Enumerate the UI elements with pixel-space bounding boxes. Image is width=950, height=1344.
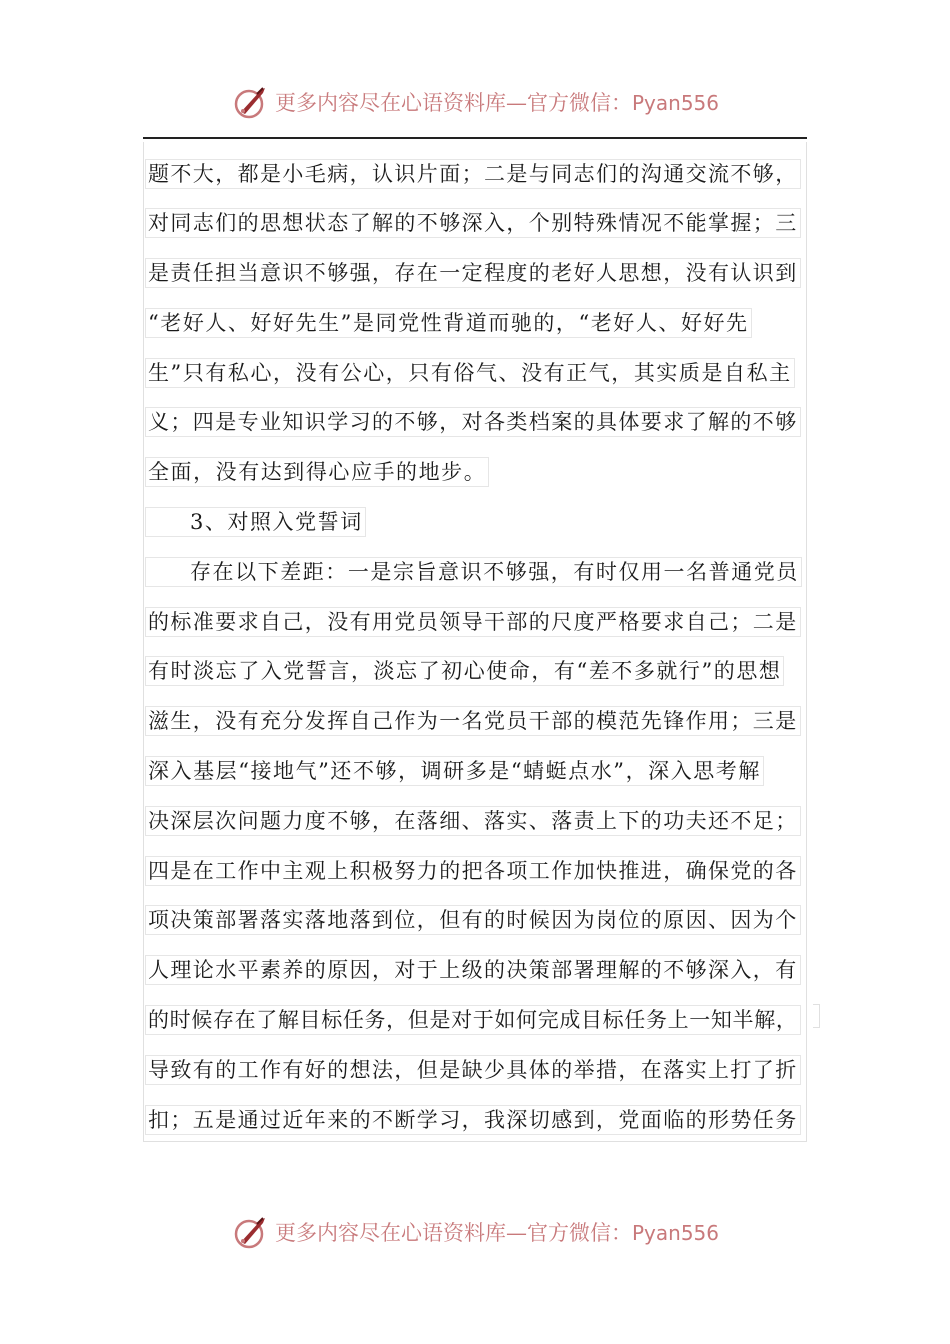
text-line: 导致有的工作有好的想法，但是缺少具体的举措，在落实上打了折: [145, 1044, 805, 1094]
text-line: 题不大，都是小毛病，认识片面；二是与同志们的沟通交流不够，: [145, 148, 805, 198]
brand-text: 更多内容尽在心语资料库—官方微信：Pyan556: [274, 1221, 719, 1245]
header-rule: [143, 137, 807, 139]
header-brand: [0, 82, 950, 122]
text-line: 对同志们的思想状态了解的不够深入，个别特殊情况不能掌握；三: [145, 198, 805, 248]
text-line: 扣；五是通过近年来的不断学习，我深切感到，党面临的形势任务: [145, 1094, 805, 1144]
text-line: 全面，没有达到得心应手的地步。: [145, 447, 805, 497]
text-line: 的时候存在了解目标任务，但是对于如何完成目标任务上一知半解，: [145, 995, 805, 1045]
text-line: 人理论水平素养的原因，对于上级的决策部署理解的不够深入，有: [145, 945, 805, 995]
section-heading: 3、对照入党誓词: [145, 497, 805, 547]
brand-text: 更多内容尽在心语资料库—官方微信：Pyan556: [274, 91, 719, 115]
text-line: 决深层次问题力度不够，在落细、落实、落责上下的功夫还不足；: [145, 795, 805, 845]
text-line: 是责任担当意识不够强，存在一定程度的老好人思想，没有认识到: [145, 248, 805, 298]
text-line: 深入基层“接地气”还不够，调研多是“蜻蜓点水”，深入思考解: [145, 746, 805, 796]
pen-logo-icon: [231, 82, 271, 122]
margin-mark: [813, 1004, 820, 1028]
text-line: 有时淡忘了入党誓言，淡忘了初心使命，有“差不多就行”的思想: [145, 646, 805, 696]
text-line: 滋生，没有充分发挥自己作为一名党员干部的模范先锋作用；三是: [145, 696, 805, 746]
text-line: 的标准要求自己，没有用党员领导干部的尺度严格要求自己；二是: [145, 596, 805, 646]
text-line: 项决策部署落实落地落到位，但有的时候因为岗位的原因、因为个: [145, 895, 805, 945]
text-line: 存在以下差距：一是宗旨意识不够强，有时仅用一名普通党员: [145, 546, 805, 596]
pen-logo-icon: [231, 1212, 271, 1252]
document-body: [145, 148, 805, 1144]
text-line: “老好人、好好先生”是同党性背道而驰的，“老好人、好好先: [145, 297, 805, 347]
footer-brand: [0, 1212, 950, 1252]
text-line: 义；四是专业知识学习的不够，对各类档案的具体要求了解的不够: [145, 397, 805, 447]
text-line: 生”只有私心，没有公心，只有俗气、没有正气，其实质是自私主: [145, 347, 805, 397]
text-line: 四是在工作中主观上积极努力的把各项工作加快推进，确保党的各: [145, 845, 805, 895]
